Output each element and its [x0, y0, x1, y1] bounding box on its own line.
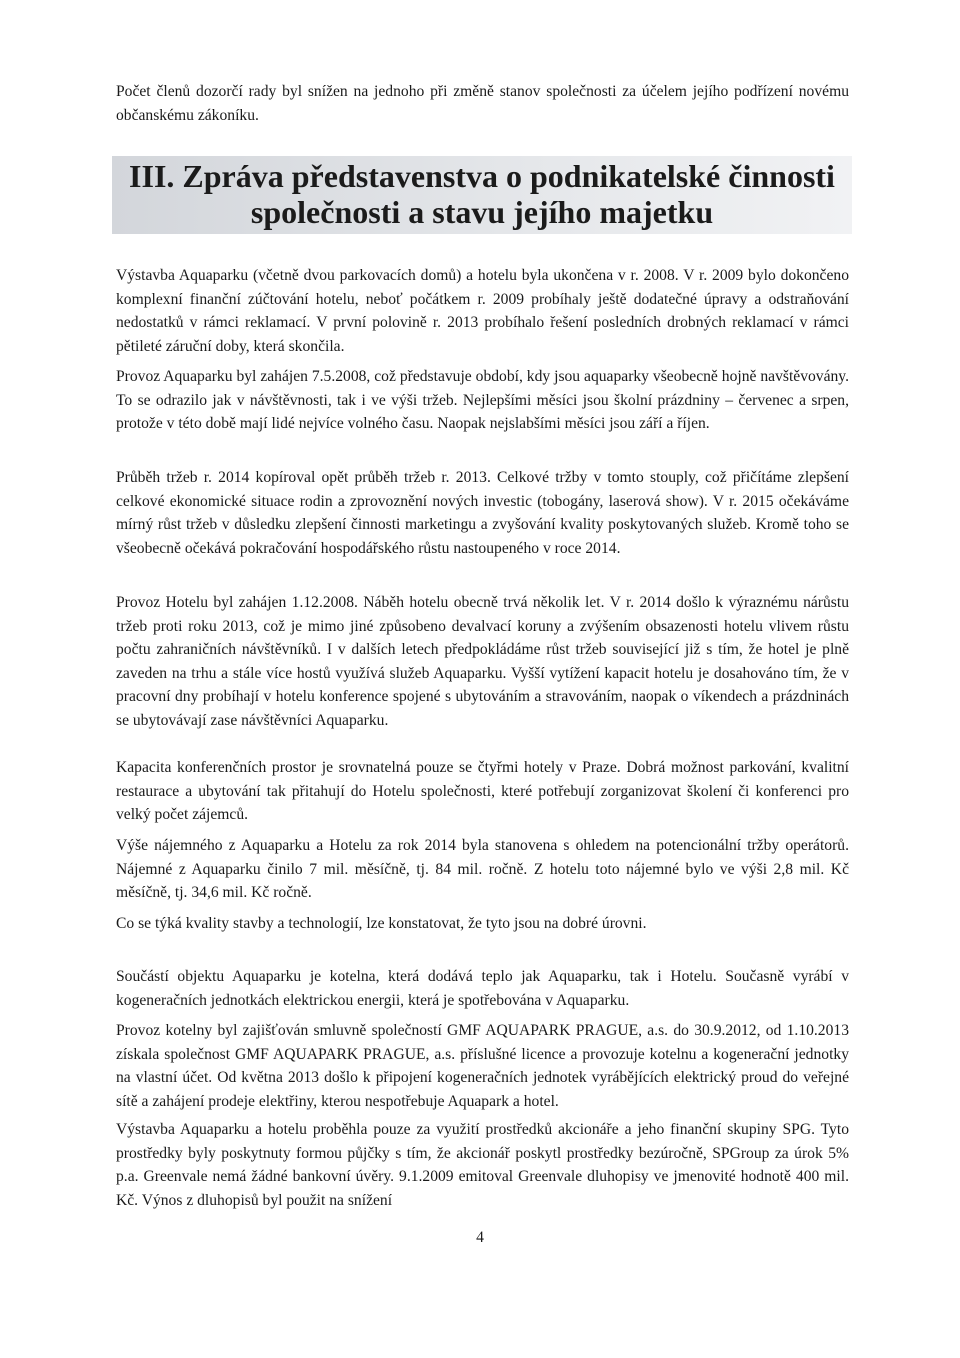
paragraph-financing: Výstavba Aquaparku a hotelu proběhla pouze za využití prostředků akcionáře a jeho finanční skupiny SPG. Tyto prostředky byly poskytnuty formou půjčky s tím, že akcionář poskytl prostředky bezúročně, SPGroup za úrok 5% p.a. Greenvale nemá žádné bankovní úvěry. 9.1.2009 emitoval Greenvale dluhopisy ve jmenovité hodnotě 400 mil. Kč. Výnos z dluhopisů byl použit na snížení — [116, 1121, 849, 1209]
intro-paragraph: Počet členů dozorčí rady byl snížen na jednoho při změně stanov společnosti za účelem jejího podřízení novému občanskému zákoníku. — [116, 83, 849, 124]
paragraph-conference-capacity: Kapacita konferenčních prostor je srovnatelná pouze se čtyřmi hotely v Praze. Dobrá možnost parkování, kvalitní restaurace a ubytování tak přitahují do Hotelu společnosti, které potřebují zorganizovat školení či konferenci pro velký počet zájemců. — [116, 759, 849, 823]
paragraph-quality: Co se týká kvality stavby a technologií, lze konstatovat, že tyto jsou na dobré úrovni. — [116, 915, 647, 932]
page-number: 4 — [476, 1229, 484, 1246]
paragraph-hotel-operation: Provoz Hotelu byl zahájen 1.12.2008. Náběh hotelu obecně trvá několik let. V r. 2014 došlo k výraznému nárůstu tržeb proti roku 2013, což je mimo jiné způsobeno devalvací koruny a zvýšením obsazenosti hotelu vlivem růstu počtu zahraničních návštěvníků. I v dalších letech předpokládáme růst tržeb související již s tím, že hotel je plně zaveden na trhu a stále více hostů využívá služeb Aquaparku. Vyšší vytížení kapacit hotelu je dosahováno tím, že v pracovní dny probíhají v hotelu konference spojené s ubytováním a stravováním, naopak o víkendech a prázdninách se ubytovávají zase návštěvníci Aquaparku. — [116, 594, 849, 729]
paragraph-boiler-room: Součástí objektu Aquaparku je kotelna, která dodává teplo jak Aquaparku, tak i Hotelu. Současně vyrábí v kogeneračních jednotkách elektrickou energii, která je spotřebována v Aquaparku. — [116, 968, 849, 1009]
section-heading — [112, 158, 852, 230]
paragraph-construction: Výstavba Aquaparku (včetně dvou parkovacích domů) a hotelu byla ukončena v r. 2008. V r. 2009 bylo dokončeno komplexní finanční zúčtování hotelu, neboť počátkem r. 2009 probíhaly ještě dodatečné úpravy a odstraňování nedostatků v rámci reklamací. V první polovině r. 2013 probíhalo řešení posledních drobných reklamací v rámci pětileté záruční doby, která skončila. — [116, 267, 849, 355]
section-heading-line-1: III. Zpráva představenstva o podnikatelské činnosti — [129, 158, 835, 194]
paragraph-aquapark-operation: Provoz Aquaparku byl zahájen 7.5.2008, což představuje období, kdy jsou aquaparky všeobecně hojně navštěvovány. To se odrazilo jak v návštěvnosti, tak i ve výši tržeb. Nejlepšími měsíci jsou školní prázdniny – červenec a srpen, protože v této době mají lidé nejvíce volného času. Naopak nejslabšími měsíci jsou září a říjen. — [116, 368, 849, 432]
section-heading-line-2: společnosti a stavu jejího majetku — [250, 194, 714, 230]
paragraph-rent: Výše nájemného z Aquaparku a Hotelu za rok 2014 byla stanovena s ohledem na potencionální tržby operátorů. Nájemné z Aquaparku činilo 7 mil. měsíčně, tj. 84 mil. ročně. Z hotelu toto nájemné bylo ve výši 2,8 mil. Kč měsíčně, tj. 34,6 mil. Kč ročně. — [116, 837, 849, 901]
paragraph-revenue: Průběh tržeb r. 2014 kopíroval opět průběh tržeb r. 2013. Celkové tržby v tomto stouply, což přičítáme zlepšení celkové ekonomické situace rodin a zprovoznění nových investic (tobogány, laserová show). V r. 2015 očekáváme mírný růst tržeb v důsledku zlepšení činnosti marketingu a zvyšování kvality poskytovaných služeb. Kromě toho se všeobecně očekává pokračování hospodářského růstu nastoupeného v roce 2014. — [116, 469, 849, 557]
paragraph-boiler-operation: Provoz kotelny byl zajišťován smluvně společností GMF AQUAPARK PRAGUE, a.s. do 30.9.2012, od 1.10.2013 získala společnost GMF AQUAPARK PRAGUE, a.s. příslušné licence a provozuje kotelnu a kogenerační jednotky na vlastní účet. Od května 2013 došlo k připojení kogeneračních jednotek vyrábějících elektrický proud do veřejné sítě a zahájení prodeje elektřiny, kterou nespotřebuje Aquapark a hotel. — [116, 1022, 849, 1110]
